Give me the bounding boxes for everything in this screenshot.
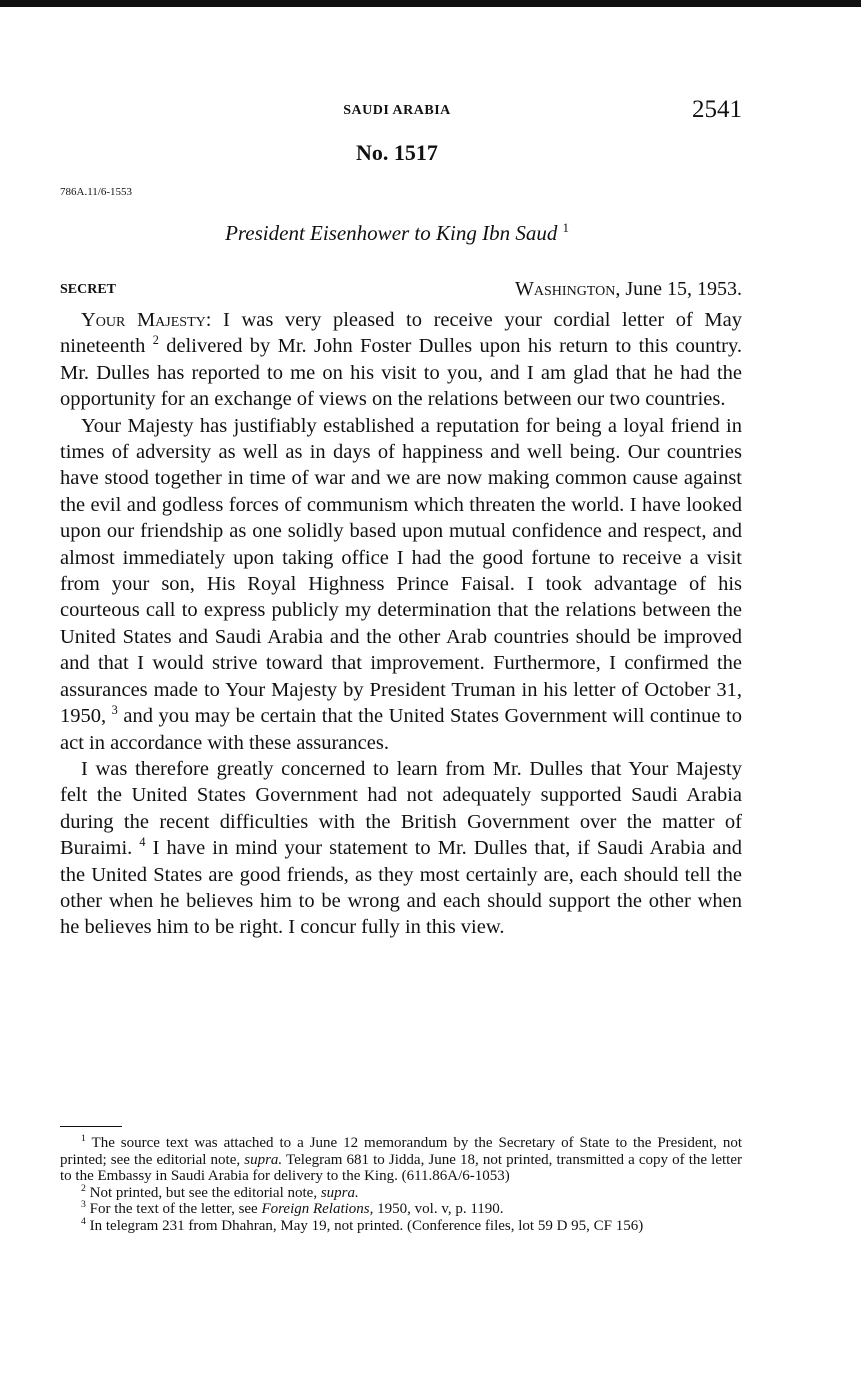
paragraph-2-text-b: and you may be certain that the United States Government will continue to act in accordance with these assurances. <box>60 705 743 754</box>
page-number: 2541 <box>692 96 742 123</box>
footnote-2-mark: 2 <box>81 1182 86 1194</box>
footnote-1-supra: supra. <box>244 1151 283 1168</box>
footnote-ref-1: 1 <box>562 221 569 235</box>
footnote-ref-2: 2 <box>152 333 159 348</box>
footnote-3-source: Foreign Relations, <box>261 1201 374 1218</box>
footnote-ref-4: 4 <box>139 835 146 850</box>
salutation: Your Majesty: <box>81 309 212 331</box>
footnote-1-text-b: Telegram 681 to Jidda, June 18, not printed, transmitted a copy of the letter to the Embassy in Saudi Arabia for delivery to the King. (611.86A/6-1053) <box>60 1151 742 1185</box>
footnote-4 <box>60 1215 742 1235</box>
paragraph-3 <box>60 756 742 941</box>
footnote-2-text-a: Not printed, but see the editorial note, <box>85 1184 321 1201</box>
paragraph-1-text-b: delivered by Mr. John Foster Dulles upon his return to this country. Mr. Dulles has reported to me on his visit to you, and I am glad that he had the opportunity for an exchange of views on the relations between our two countries. <box>60 335 742 411</box>
running-head: SAUDI ARABIA <box>343 103 451 118</box>
paragraph-2 <box>60 413 742 756</box>
paragraph-1 <box>60 307 742 413</box>
footnote-1 <box>60 1135 742 1185</box>
classification-label: SECRET <box>60 282 117 297</box>
footnote-divider <box>60 1126 122 1127</box>
paragraph-1-text-a: I was very pleased to receive your cordial letter of May nineteenth <box>60 309 742 358</box>
document-meta <box>60 278 742 304</box>
footnote-4-mark: 4 <box>81 1215 86 1227</box>
paragraph-3-text-b: I have in mind your statement to Mr. Dulles that, if Saudi Arabia and the United States are good friends, as they most certainly are, each should tell the other when he believes him to be wrong and each should support the other when he believes him to be right. I concur fully in this view. <box>60 837 742 939</box>
footnote-1-mark: 1 <box>81 1133 86 1144</box>
document-number: No. 1517 <box>356 140 438 165</box>
document-title <box>52 221 742 246</box>
dateline-date: June 15, 1953. <box>620 278 742 300</box>
footnote-2-supra: supra. <box>320 1184 359 1201</box>
footnote-ref-3: 3 <box>111 703 118 718</box>
page-header <box>52 96 742 126</box>
footnote-4-text-a: In telegram 231 from Dhahran, May 19, not printed. (Conference files, lot 59 D 95, CF 156) <box>85 1217 644 1234</box>
dateline <box>515 278 742 301</box>
scan-top-border <box>0 0 861 7</box>
document-title-text: President Eisenhower to King Ibn Saud <box>225 221 558 245</box>
footnotes <box>60 1135 742 1235</box>
footnote-3-text-b: 1950, vol. v, p. 1190. <box>373 1201 504 1218</box>
footnote-2 <box>60 1182 742 1202</box>
dateline-place: Washington, <box>515 278 621 300</box>
footnote-3-text-a: For the text of the letter, see <box>85 1201 262 1218</box>
file-reference: 786A.11/6-1553 <box>60 186 133 198</box>
paragraph-2-text-a: Your Majesty has justifiably established a reputation for being a loyal friend in times of adversity as well as in days of happiness and well being. Our countries have stood together in time of war and we are now making common cause against the evil and godless forces of communism which threaten the world. I have looked upon our friendship as one solidly based upon mutual confidence and respect, and almost immediately upon taking office I had the good fortune to receive a visit from your son, His Royal Highness Prince Faisal. I took advantage of his courteous call to express publicly my determination that the relations between the United States and Saudi Arabia and the other Arab countries should be improved and that I would strive toward that improvement. Furthermore, I confirmed the assurances made to Your Majesty by President Truman in his letter of October 31, 1950, <box>60 414 742 728</box>
footnote-3 <box>60 1201 742 1218</box>
letter-body <box>60 307 742 941</box>
footnote-3-mark: 3 <box>81 1199 86 1211</box>
paragraph-3-text-a: I was therefore greatly concerned to learn from Mr. Dulles that Your Majesty felt the United States Government had not adequately supported Saudi Arabia during the recent difficulties with the British Government over the matter of Buraimi. <box>60 757 742 860</box>
footnote-1-text-a: The source text was attached to a June 12 memorandum by the Secretary of State to the President, not printed; see the editorial note, <box>60 1135 742 1168</box>
